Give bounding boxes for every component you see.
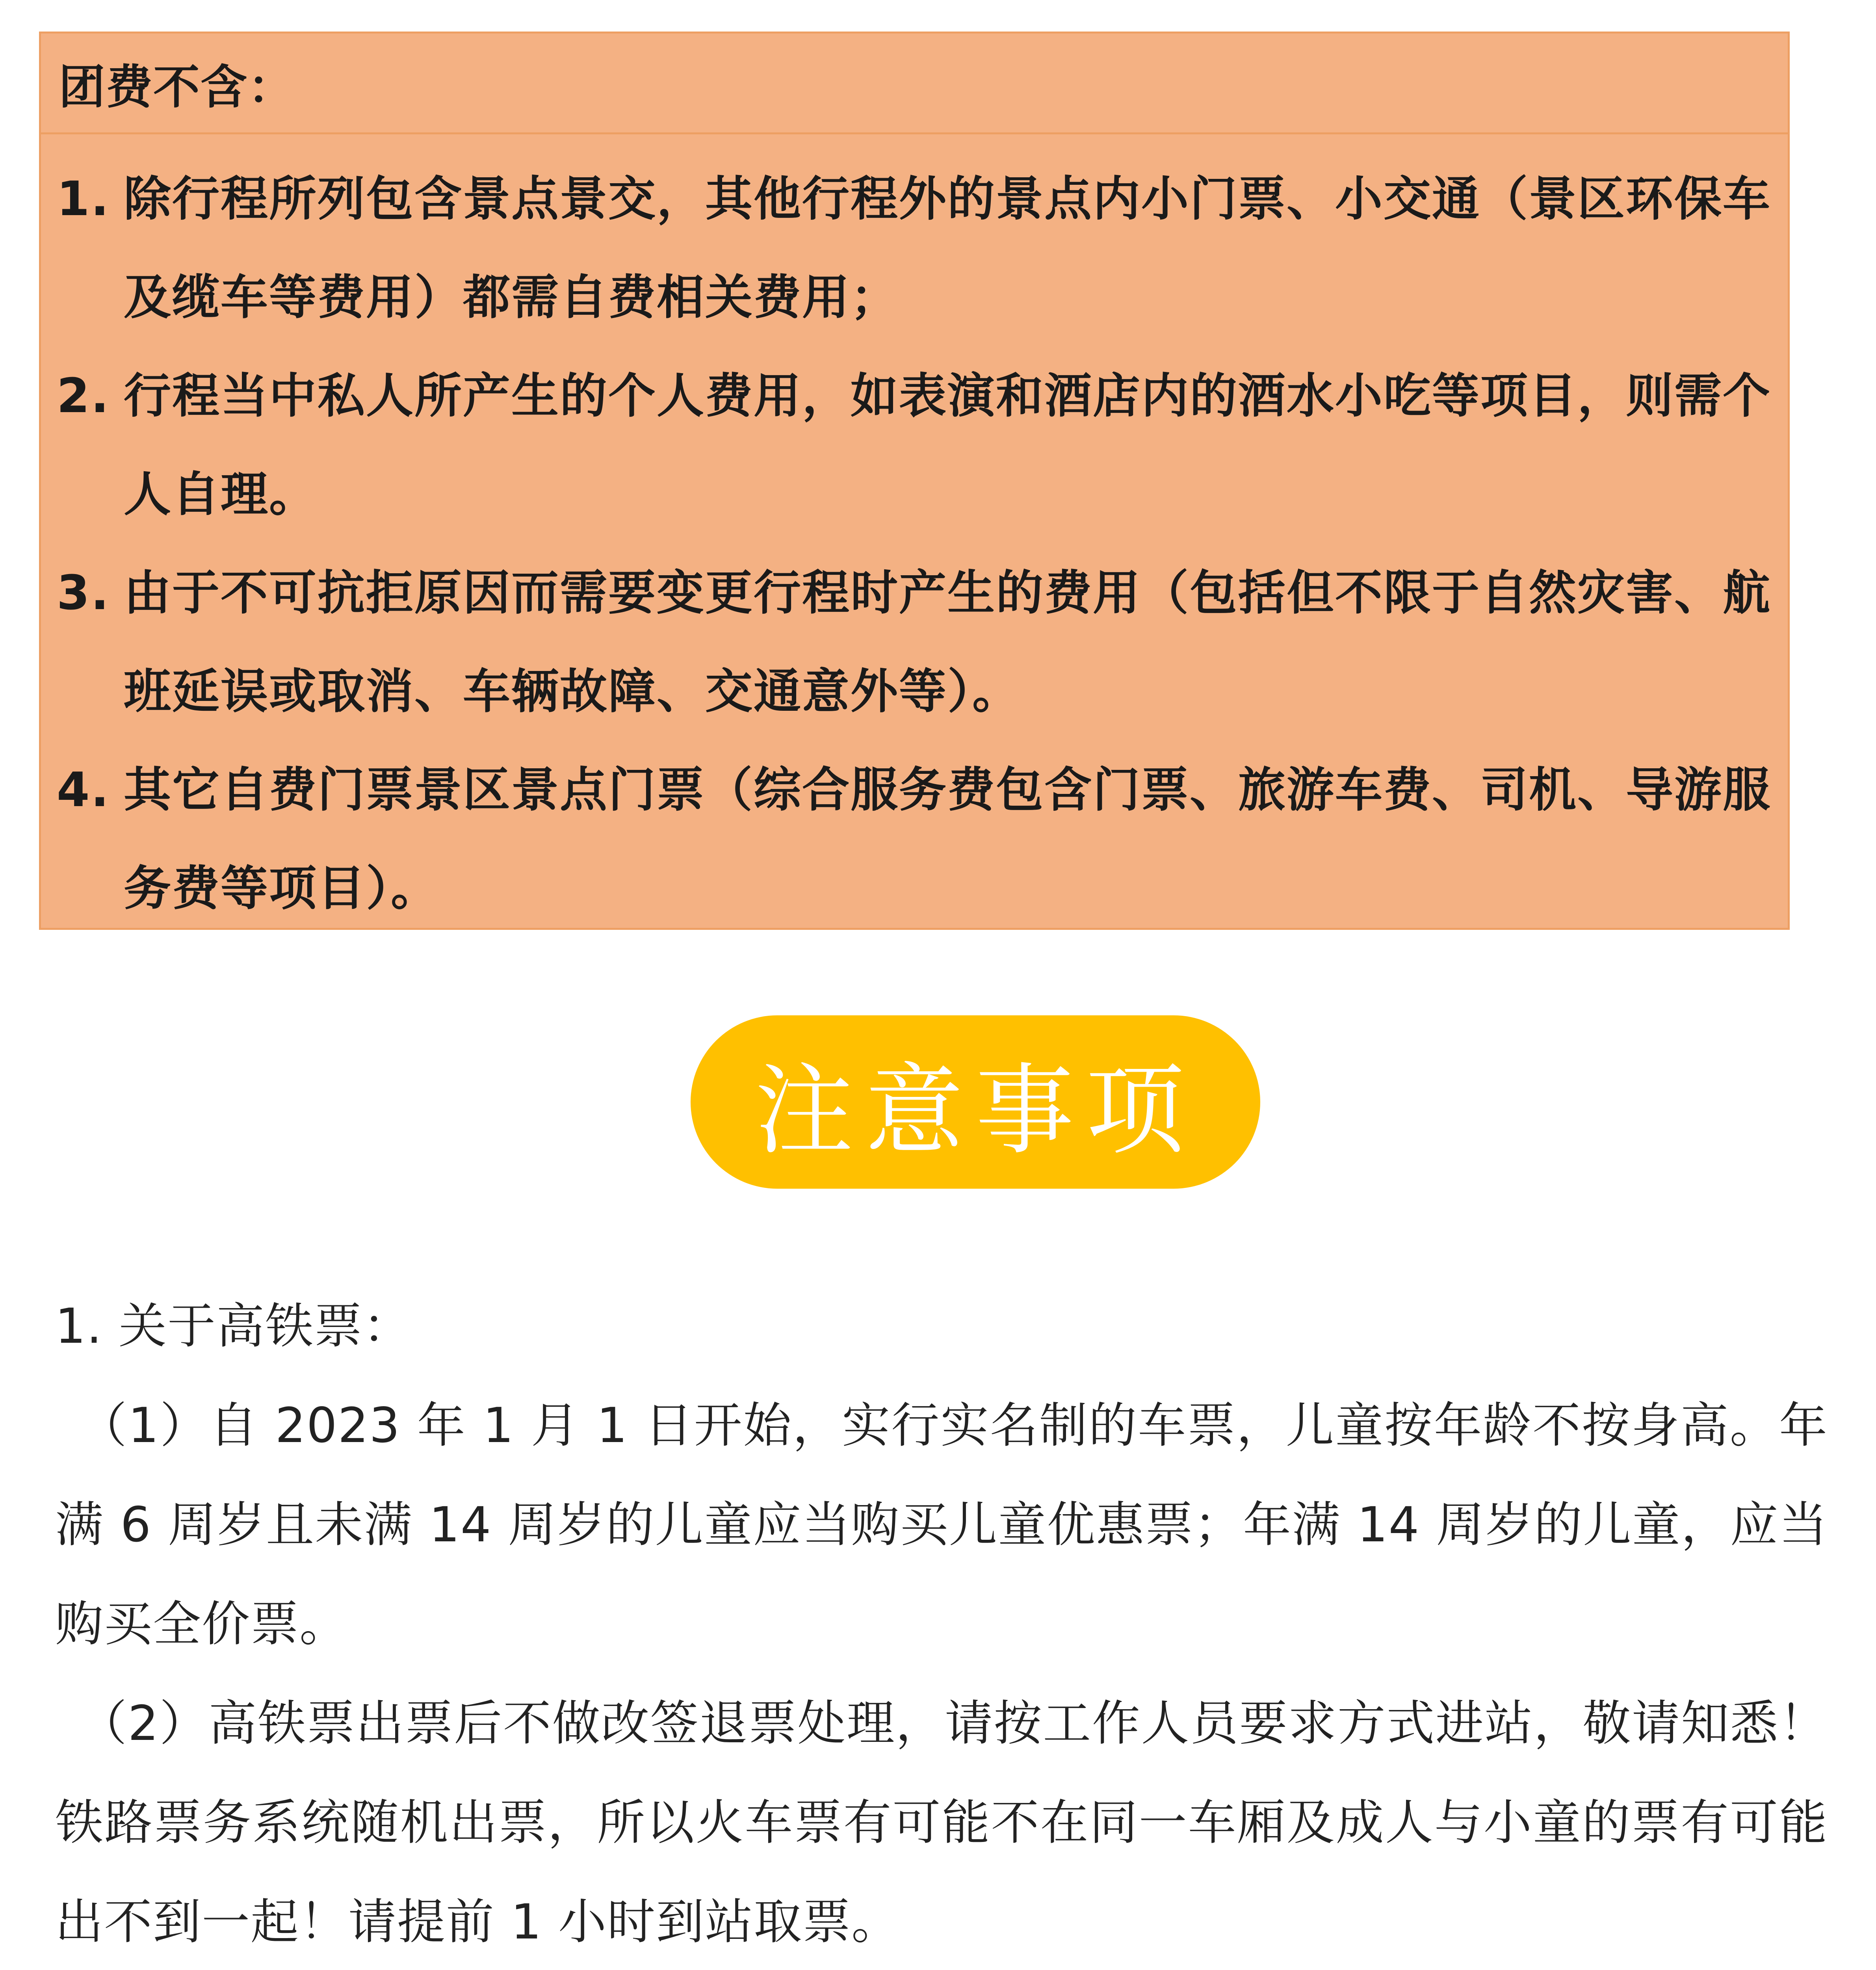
fee-exclusions-header [41, 33, 1788, 134]
fee-exclusion-item [57, 150, 1772, 347]
notice-paragraph: （2）高铁票出票后不做改签退票处理，请按工作人员要求方式进站，敬请知悉！铁路票务系统随机出票，所以火车票有可能不在同一车厢及成人与小童的票有可能出不到一起！请提前 1 小时到站取票。 [55, 1695, 1828, 1950]
fee-exclusions-list [41, 134, 1788, 938]
fee-exclusion-number: 3. [57, 566, 110, 621]
fee-exclusion-number: 1. [57, 172, 110, 227]
fee-exclusion-text: 其它自费门票景区景点门票（综合服务费包含门票、旅游车费、司机、导游服务费等项目）。 [124, 763, 1771, 916]
notice-banner-title: 注意事项 [755, 1053, 1196, 1168]
fee-exclusions-title: 团费不含： [59, 59, 295, 114]
fee-exclusion-text: 行程当中私人所产生的个人费用，如表演和酒店内的酒水小吃等项目，则需个人自理。 [124, 369, 1771, 522]
notice-banner [691, 1015, 1260, 1189]
notice-body [55, 1277, 1828, 1970]
fee-exclusions-box [39, 32, 1790, 930]
notice-paragraph: （1）自 2023 年 1 月 1 日开始，实行实名制的车票，儿童按年龄不按身高。年满 6 周岁且未满 14 周岁的儿童应当购买儿童优惠票；年满 14 周岁的儿童，应当购买全价票。 [55, 1398, 1828, 1652]
notice-section-heading: 1. 关于高铁票： [55, 1298, 412, 1354]
fee-exclusion-item [57, 544, 1772, 741]
fee-exclusion-item [57, 741, 1772, 938]
fee-exclusion-item [57, 347, 1772, 544]
fee-exclusion-number: 2. [57, 369, 110, 424]
fee-exclusion-number: 4. [57, 763, 110, 818]
fee-exclusion-text: 除行程所列包含景点景交，其他行程外的景点内小门票、小交通（景区环保车及缆车等费用）都需自费相关费用； [124, 172, 1771, 325]
fee-exclusion-text: 由于不可抗拒原因而需要变更行程时产生的费用（包括但不限于自然灾害、航班延误或取消、车辆故障、交通意外等）。 [124, 566, 1771, 719]
